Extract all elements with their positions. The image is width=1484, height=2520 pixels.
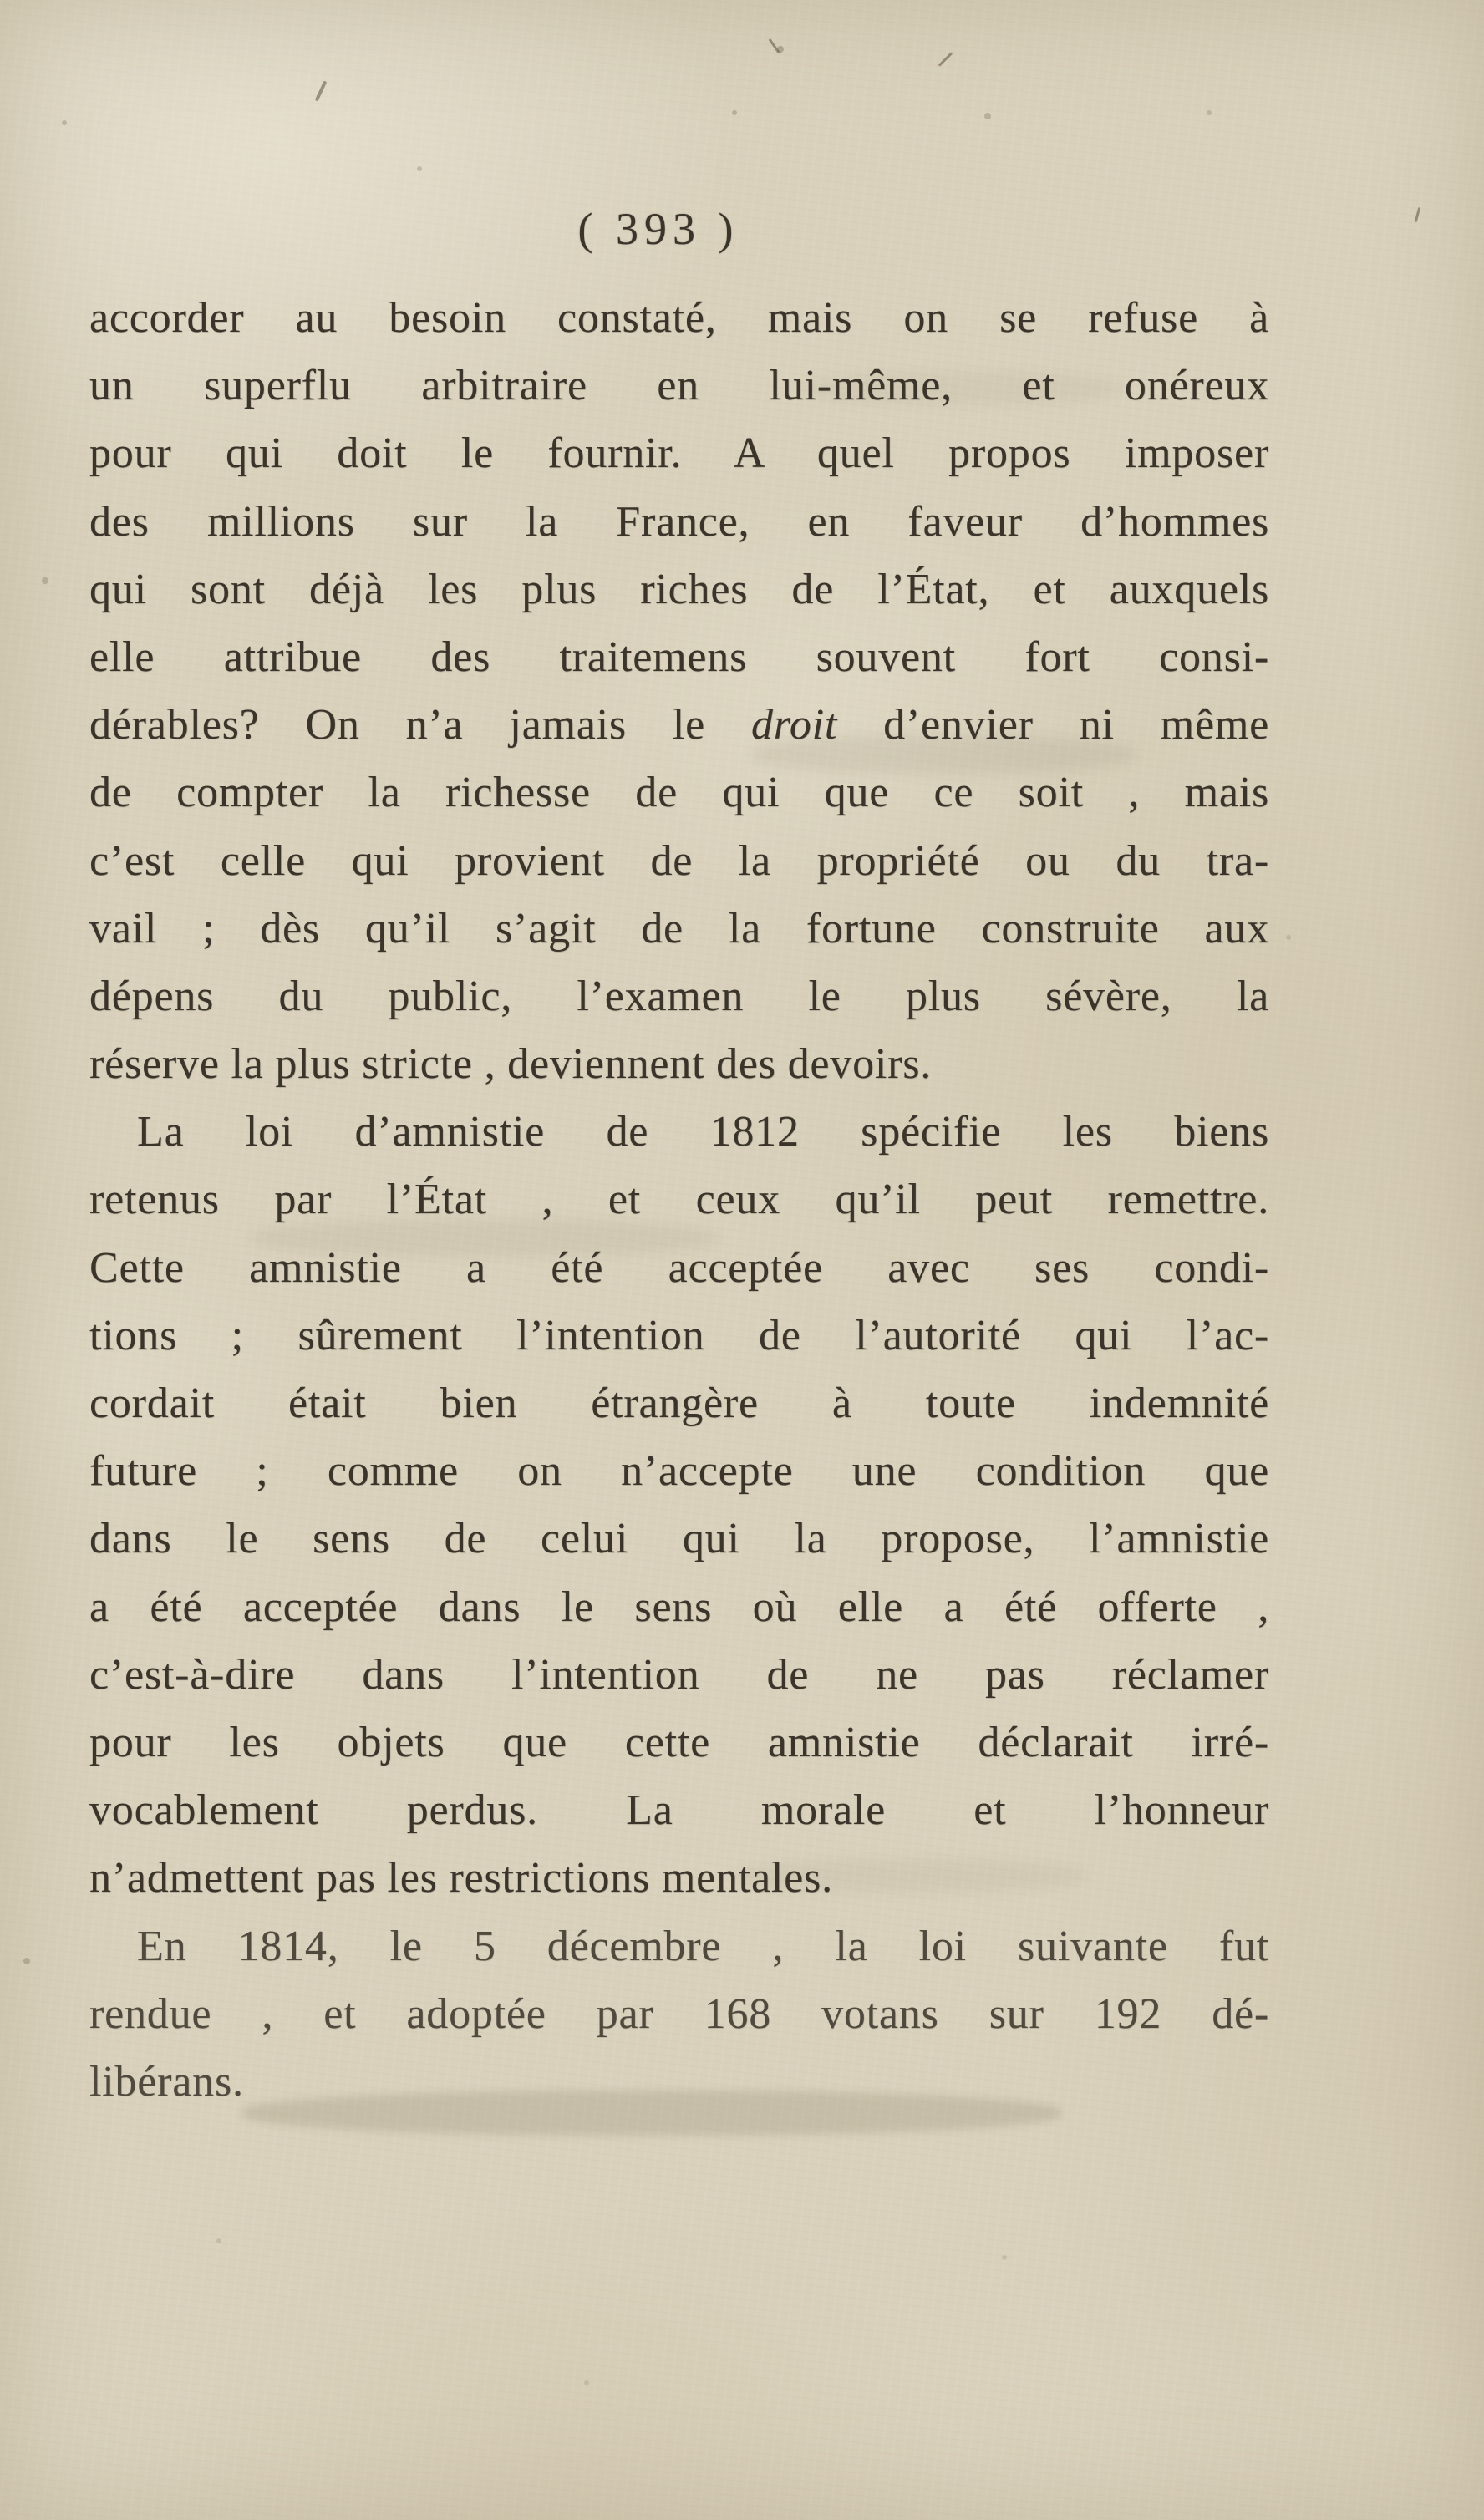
italic-word: droit <box>750 701 838 749</box>
paper-fiber <box>1415 207 1421 222</box>
paper-fiber <box>769 38 780 53</box>
text-line: future ; comme on n’accepte une condition que <box>89 1447 1269 1496</box>
text-segment: dérables? On n’a jamais le <box>89 701 751 749</box>
text-line: cordait était bien étrangère à toute indemnité <box>89 1379 1269 1427</box>
text-line: a été acceptée dans le sens où elle a été offerte , <box>89 1583 1269 1631</box>
text-line: Cette amnistie a été acceptée avec ses condi- <box>89 1243 1269 1292</box>
text-line <box>89 691 1269 759</box>
text-line: dans le sens de celui qui la propose, l’amnistie <box>89 1515 1269 1563</box>
text-line: tions ; sûrement l’intention de l’autorité qui l’ac- <box>89 1311 1269 1359</box>
text-line: libérans. <box>89 2057 244 2106</box>
text-line: n’admettent pas les restrictions mentales. <box>89 1854 833 1903</box>
text-block <box>89 284 1269 2116</box>
text-segment: d’envier ni même <box>837 701 1270 749</box>
paper-fiber <box>315 80 328 101</box>
text-line: réserve la plus stricte , deviennent des devoirs. <box>89 1040 933 1089</box>
text-line: rendue , et adoptée par 168 votans sur 192 dé- <box>89 1989 1269 2038</box>
text-line: vail ; dès qu’il s’agit de la fortune construite aux <box>89 904 1269 953</box>
text-line: elle attribue des traitemens souvent fort consi- <box>89 633 1269 681</box>
text-line: c’est-à-dire dans l’intention de ne pas réclamer <box>89 1650 1269 1699</box>
text-line: des millions sur la France, en faveur d’hommes <box>89 497 1269 546</box>
text-line: La loi d’amnistie de 1812 spécifie les biens <box>137 1108 1269 1156</box>
text-line: vocablement perdus. La morale et l’honneur <box>89 1786 1269 1835</box>
text-line: qui sont déjà les plus riches de l’État, et auxquels <box>89 565 1269 613</box>
text-line: retenus par l’État , et ceux qu’il peut remettre. <box>89 1176 1269 1224</box>
paper-specks <box>0 0 3 3</box>
text-line: c’est celle qui provient de la propriété ou du tra- <box>89 836 1269 885</box>
text-line: un superflu arbitraire en lui-même, et onéreux <box>89 362 1269 410</box>
text-line: pour qui doit le fournir. A quel propos imposer <box>89 429 1269 478</box>
text-line: dépens du public, l’examen le plus sévère, la <box>89 972 1269 1020</box>
paper-fiber <box>938 52 953 67</box>
text-line: accorder au besoin constaté, mais on se refuse à <box>89 294 1269 342</box>
text-line: pour les objets que cette amnistie déclarait irré- <box>89 1718 1269 1766</box>
text-line: de compter la richesse de qui que ce soit , mais <box>89 769 1269 817</box>
text-line: En 1814, le 5 décembre , la loi suivante fut <box>137 1922 1269 1970</box>
page-number: ( 393 ) <box>577 204 739 254</box>
